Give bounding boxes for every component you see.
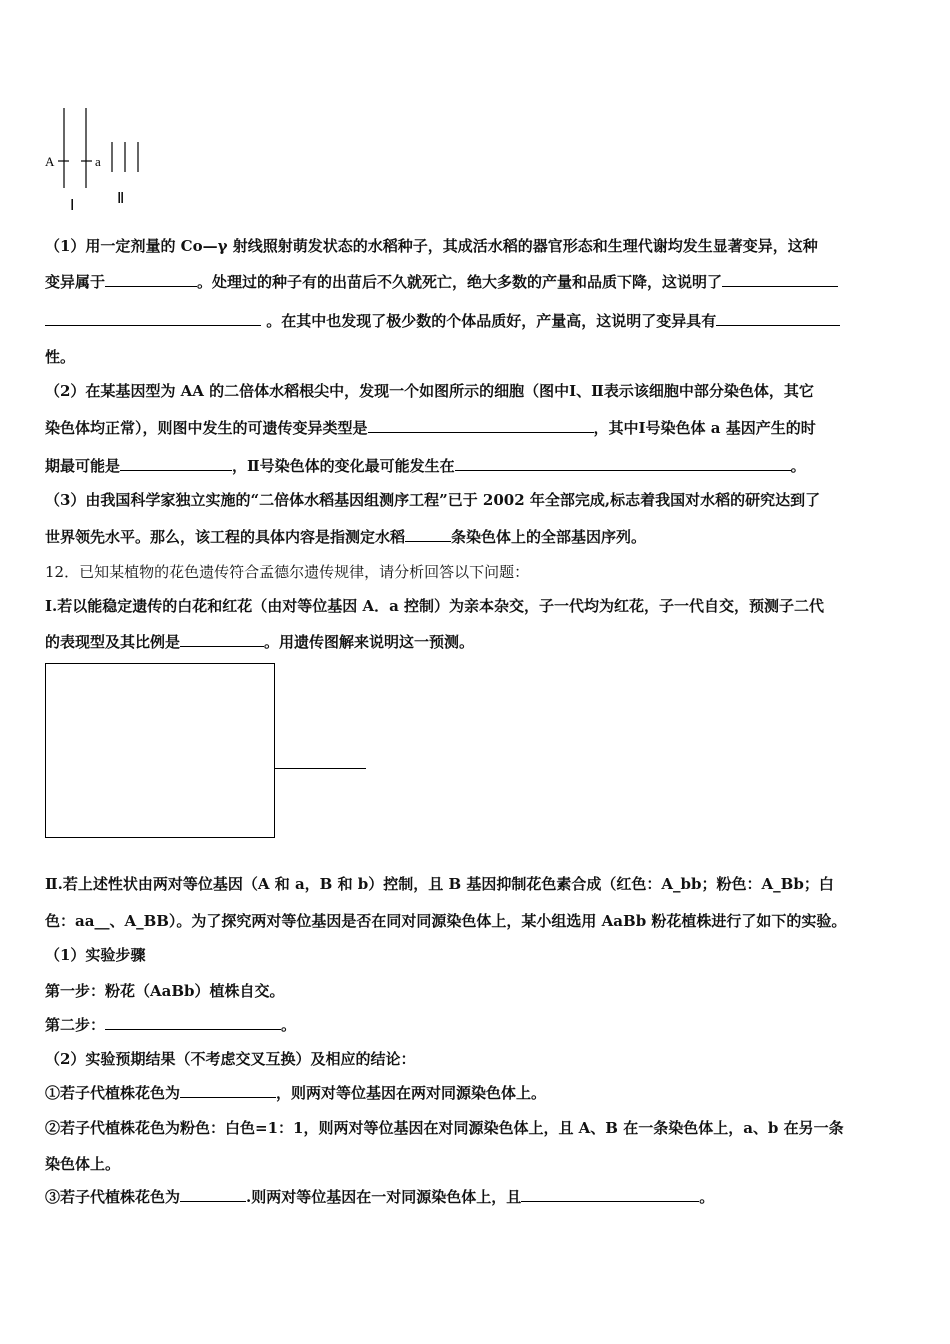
q12-part2-line1: Ⅱ.若上述性状由两对等位基因（A 和 a，B 和 b）控制，且 B 基因抑制花色素合成（红色：A_bb；粉色：A_Bb；白 [45,875,834,893]
q12-part2-line2: 色：aa__、A_BB）。为了探究两对等位基因是否在同对同源染色体上，某小组选用 AaBb 粉花植株进行了如下的实验。 [45,912,847,930]
q11-p2-line3 [45,456,806,476]
answer-blank[interactable] [105,1015,281,1030]
q11-p2-text: 。 [790,457,806,475]
q11-p2-text: 染色体均正常），则图中发生的可遗传变异类型是 [45,419,368,437]
q12-part1-text: 的表现型及其比例是 [45,633,181,651]
q11-p1-line1: （1）用一定剂量的 Co—γ 射线照射萌发状态的水稻种子，其成活水稻的器官形态和生理代谢均发生显著变异，这种 [45,237,818,255]
q11-p2-text: ，其中Ⅰ号染色体 a 基因产生的时 [593,419,816,437]
q12-result2-line2: 染色体上。 [45,1155,121,1173]
answer-blank[interactable] [180,1083,276,1098]
q12-result-text: ③若子代植株花色为 [45,1188,181,1206]
label-II: Ⅱ [117,191,125,207]
q11-p2-line1: （2）在某基因型为 AA 的二倍体水稻根尖中，发现一个如图所示的细胞（图中Ⅰ、Ⅱ表示该细胞中部分染色体，其它 [45,382,814,400]
q11-p3-text: 世界领先水平。那么，该工程的具体内容是指测定水稻 [45,528,406,546]
answer-blank[interactable] [105,272,197,287]
q12-part1-line2 [45,632,474,652]
q12-part1-line1: Ⅰ.若以能稳定遗传的白花和红花（由对等位基因 A．a 控制）为亲本杂交，子一代均为红花，子一代自交，预测子二代 [45,597,825,615]
answer-blank[interactable] [45,311,261,326]
answer-blank[interactable] [120,456,232,471]
answer-blank[interactable] [716,311,840,326]
q12-result-text: ①若子代植株花色为 [45,1084,181,1102]
q12-result-text: 。 [699,1188,715,1206]
q12-part1-text: 。用遗传图解来说明这一预测。 [264,633,475,651]
answer-blank[interactable] [274,768,366,769]
q12-result2-line1: ②若子代植株花色为粉色：白色=1：1，则两对等位基因在对同源染色体上，且 A、B 在一条染色体上，a、b 在另一条 [45,1119,844,1137]
q12-step1: 第一步：粉花（AaBb）植株自交。 [45,982,285,1000]
q12-step2-text: 。 [281,1016,297,1034]
q12-step2-text: 第二步： [45,1016,106,1034]
label-a: a [95,154,101,169]
q12-steps-title: （1）实验步骤 [45,946,146,964]
answer-blank[interactable] [180,632,264,647]
chromosome-figure [40,100,160,220]
label-A: A [45,154,55,169]
genetic-diagram-answer-box[interactable] [45,663,275,838]
q11-p3-line1: （3）由我国科学家独立实施的“二倍体水稻基因组测序工程”已于 2002 年全部完成,标志着我国对水稻的研究达到了 [45,491,821,509]
q11-p2-line2 [45,418,816,438]
q11-p2-text: ，Ⅱ号染色体的变化最可能发生在 [232,457,455,475]
q11-p1-text: 。在其中也发现了极少数的个体品质好，产量高，这说明了变异具有 [261,312,717,330]
q11-p2-text: 期最可能是 [45,457,121,475]
answer-blank[interactable] [405,527,451,542]
q12-step2 [45,1015,296,1035]
answer-blank[interactable] [180,1187,246,1202]
q11-p3-text: 条染色体上的全部基因序列。 [451,528,647,546]
q11-p1-line4: 性。 [45,348,76,366]
q11-p1-line2 [45,272,838,292]
q11-p1-text: 变异属于 [45,273,106,291]
q11-p1-text: 。处理过的种子有的出苗后不久就死亡，绝大多数的产量和品质下降，这说明了 [197,273,723,291]
q12-stem: 12．已知某植物的花色遗传符合孟德尔遗传规律，请分析回答以下问题： [45,563,530,581]
answer-blank[interactable] [455,456,791,471]
q12-results-title: （2）实验预期结果（不考虑交叉互换）及相应的结论： [45,1050,416,1068]
label-I: Ⅰ [70,198,75,214]
q12-result3 [45,1187,714,1207]
q12-result-text: ，则两对等位基因在两对同源染色体上。 [276,1084,547,1102]
q12-result-text: .则两对等位基因在一对同源染色体上，且 [246,1188,522,1206]
q12-result1 [45,1083,546,1103]
q11-p3-line2 [45,527,646,547]
q11-p1-line3 [45,311,840,331]
answer-blank[interactable] [521,1187,699,1202]
answer-blank[interactable] [368,418,594,433]
answer-blank[interactable] [722,272,838,287]
